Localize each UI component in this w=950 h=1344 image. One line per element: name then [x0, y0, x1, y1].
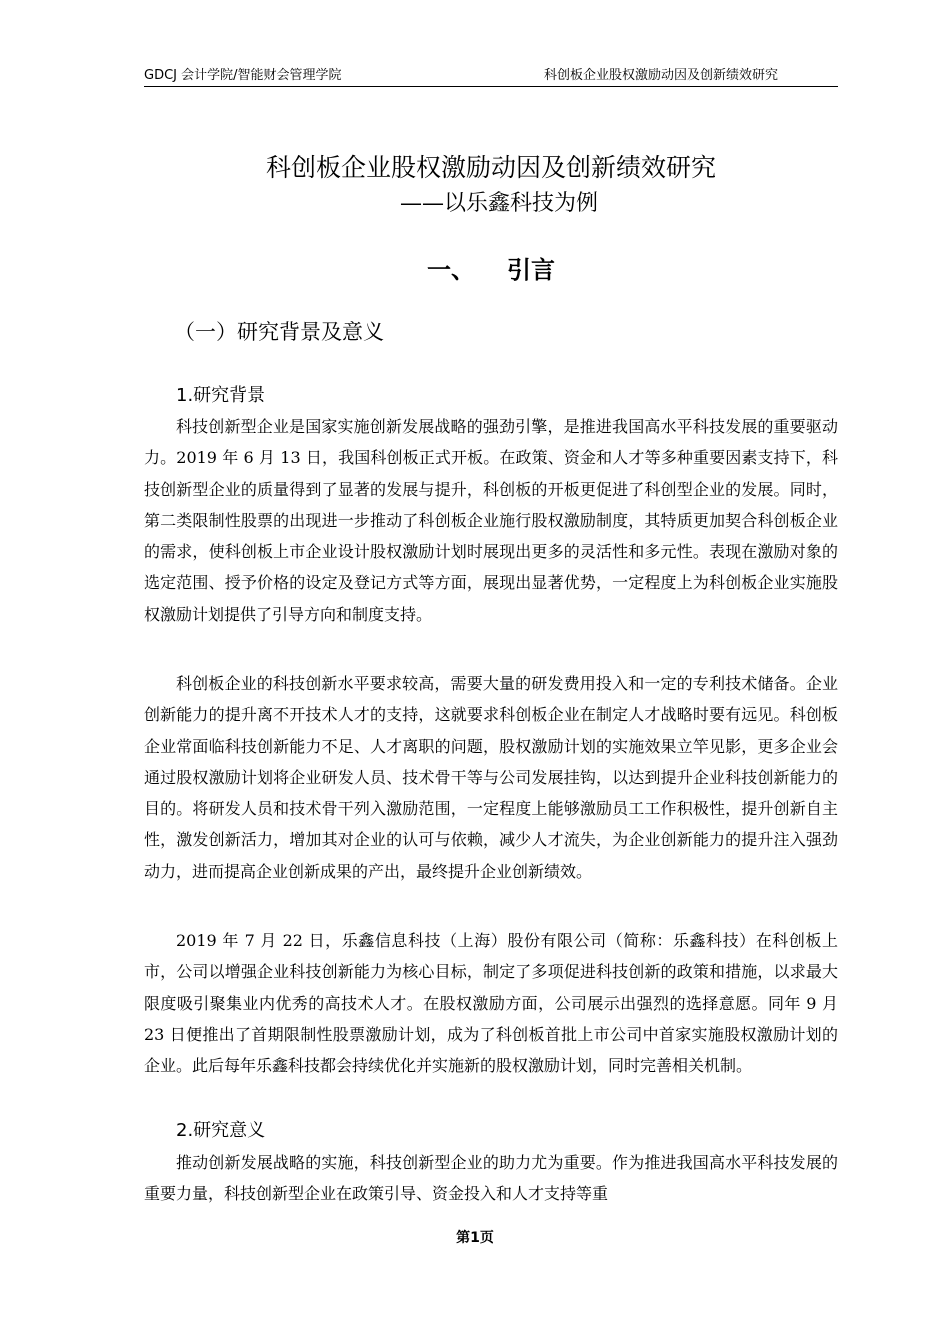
- subsection-heading-background-significance: （一）研究背景及意义: [174, 320, 384, 344]
- section-heading-introduction: [144, 250, 838, 290]
- heading-research-background: 1.研究背景: [176, 385, 266, 406]
- paragraph-background-3: 2019 年 7 月 22 日，乐鑫信息科技（上海）股份有限公司（简称：乐鑫科技）在科创板上市，公司以增强企业科技创新能力为核心目标，制定了多项促进科技创新的政策和措施，以求最大限度吸引聚集业内优秀的高技术人才。在股权激励方面，公司展示出强烈的选择意愿。同年 9 月 23 日便推出了首期限制性股票激励计划，成为了科创板首批上市公司中首家实施股权激励计划的企业。此后每年乐鑫科技都会持续优化并实施新的股权激励计划，同时完善相关机制。: [144, 931, 838, 1076]
- document-subtitle: ——以乐鑫科技为例: [400, 191, 599, 216]
- paragraph-background-1: 科技创新型企业是国家实施创新发展战略的强劲引擎，是推进我国高水平科技发展的重要驱动力。2019 年 6 月 13 日，我国科创板正式开板。在政策、资金和人才等多种重要因素支持下，科技创新型企业的质量得到了显著的发展与提升，科创板的开板更促进了科创型企业的发展。同时，第二类限制性股票的出现进一步推动了科创板企业施行股权激励制度，其特质更加契合科创板企业的需求，使科创板上市企业设计股权激励计划时展现出更多的灵活性和多元性。表现在激励对象的选定范围、授予价格的设定及登记方式等方面，展现出显著优势，一定程度上为科创板企业实施股权激励计划提供了引导方向和制度支持。: [144, 417, 838, 624]
- section-number: 一、: [427, 256, 475, 284]
- paragraph-significance-1: 推动创新发展战略的实施，科技创新型企业的助力尤为重要。作为推进我国高水平科技发展的重要力量，科技创新型企业在政策引导、资金投入和人才支持等重: [144, 1153, 838, 1204]
- page-number: 第1页: [456, 1230, 494, 1246]
- page-header: [144, 66, 838, 87]
- header-institution: GDCJ 会计学院/智能财会管理学院: [144, 68, 342, 83]
- header-running-title: 科创板企业股权激励动因及创新绩效研究: [543, 68, 778, 83]
- paragraph-background-2: 科创板企业的科技创新水平要求较高，需要大量的研发费用投入和一定的专利技术储备。企业创新能力的提升离不开技术人才的支持，这就要求科创板企业在制定人才战略时要有远见。科创板企业常面临科技创新能力不足、人才离职的问题，股权激励计划的实施效果立竿见影，更多企业会通过股权激励计划将企业研发人员、技术骨干等与公司发展挂钩，以达到提升企业科技创新能力的目的。将研发人员和技术骨干列入激励范围，一定程度上能够激励员工工作积极性，提升创新自主性，激发创新活力，增加其对企业的认可与依赖，减少人才流失，为企业创新能力的提升注入强劲动力，进而提高企业创新成果的产出，最终提升企业创新绩效。: [144, 674, 838, 881]
- heading-research-significance: 2.研究意义: [176, 1120, 266, 1141]
- section-title: 引言: [507, 256, 555, 284]
- document-title: 科创板企业股权激励动因及创新绩效研究: [265, 153, 716, 182]
